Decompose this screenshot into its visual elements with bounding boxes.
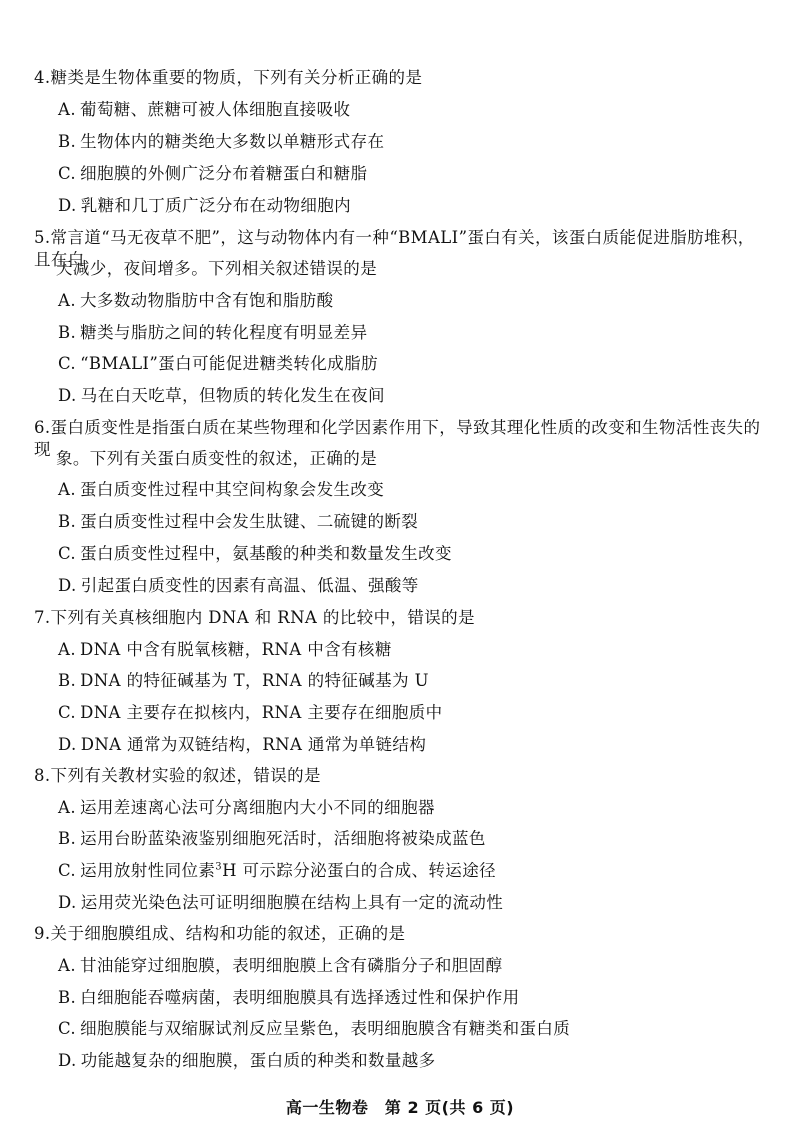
question-text: 下列有关真核细胞内 DNA 和 RNA 的比较中，错误的是 — [50, 608, 475, 627]
question-number: 9. — [34, 924, 51, 943]
question-number: 4. — [34, 68, 51, 87]
question-6-option-a — [58, 479, 768, 501]
option-letter: C. — [58, 164, 77, 183]
question-5-stem-line2 — [56, 258, 768, 280]
question-4-option-c — [58, 163, 768, 185]
question-number: 7. — [34, 608, 51, 627]
option-text: DNA 的特征碱基为 T，RNA 的特征碱基为 U — [80, 671, 429, 690]
question-text: 糖类是生物体重要的物质，下列有关分析正确的是 — [50, 68, 423, 87]
option-letter: D. — [58, 576, 77, 595]
question-text: 下列有关教材实验的叙述，错误的是 — [50, 766, 321, 785]
question-7-stem — [34, 607, 768, 629]
page-footer: 高一生物卷 第 2 页(共 6 页) — [285, 1098, 515, 1117]
option-letter: B. — [58, 512, 77, 531]
option-letter: A. — [58, 956, 76, 975]
option-text: 糖类与脂肪之间的转化程度有明显差异 — [80, 323, 368, 342]
option-text: 功能越复杂的细胞膜，蛋白质的种类和数量越多 — [80, 1051, 436, 1070]
option-text: 蛋白质变性过程中会发生肽键、二硫键的断裂 — [80, 512, 419, 531]
question-8-option-d — [58, 892, 768, 914]
option-text: 运用荧光染色法可证明细胞膜在结构上具有一定的流动性 — [80, 893, 504, 912]
question-text: 常言道“马无夜草不肥”，这与动物体内有一种“BMALI”蛋白有关，该蛋白质能促进脂肪堆积，且在白 — [34, 228, 755, 269]
option-text: “BMALI”蛋白可能促进糖类转化成脂肪 — [80, 354, 378, 373]
option-letter: C. — [58, 703, 77, 722]
question-number: 5. — [34, 228, 51, 247]
question-9-option-c — [58, 1018, 768, 1040]
question-text: 象。下列有关蛋白质变性的叙述，正确的是 — [56, 449, 378, 468]
option-text: 葡萄糖、蔗糖可被人体细胞直接吸收 — [79, 100, 351, 119]
option-letter: C. — [58, 354, 77, 373]
option-letter: D. — [58, 386, 77, 405]
option-letter: A. — [58, 480, 76, 499]
question-7-option-b — [58, 670, 768, 692]
question-7-option-c — [58, 702, 768, 724]
question-7-option-d — [58, 734, 768, 756]
option-text: 运用放射性同位素 — [80, 861, 216, 880]
option-text: 马在白天吃草，但物质的转化发生在夜间 — [80, 386, 385, 405]
option-text: DNA 通常为双链结构，RNA 通常为单链结构 — [80, 735, 427, 754]
option-text: DNA 主要存在拟核内，RNA 主要存在细胞质中 — [80, 703, 443, 722]
question-number: 6. — [34, 418, 51, 437]
question-8-option-a — [58, 797, 768, 819]
option-text: DNA 中含有脱氧核糖，RNA 中含有核糖 — [79, 640, 392, 659]
question-5-option-c — [58, 353, 768, 375]
option-letter: B. — [58, 988, 77, 1007]
option-letter: A. — [58, 640, 76, 659]
question-number: 8. — [34, 766, 51, 785]
question-5-option-a — [58, 290, 768, 312]
question-9-option-b — [58, 987, 768, 1009]
option-text: 运用差速离心法可分离细胞内大小不同的细胞器 — [79, 798, 435, 817]
question-7-option-a — [58, 639, 768, 661]
question-4-option-d — [58, 195, 768, 217]
question-text: 天减少，夜间增多。下列相关叙述错误的是 — [56, 259, 378, 278]
option-letter: D. — [58, 1051, 77, 1070]
question-6-stem-line2 — [56, 448, 768, 470]
question-4-stem — [34, 67, 768, 89]
option-letter: D. — [58, 893, 77, 912]
question-6-option-c — [58, 543, 768, 565]
option-text: 甘油能穿过细胞膜，表明细胞膜上含有磷脂分子和胆固醇 — [79, 956, 503, 975]
option-letter: A. — [58, 100, 76, 119]
option-text: 白细胞能吞噬病菌，表明细胞膜具有选择透过性和保护作用 — [80, 988, 520, 1007]
question-4-option-a — [58, 99, 768, 121]
option-letter: B. — [58, 671, 77, 690]
option-text: 细胞膜能与双缩脲试剂反应呈紫色，表明细胞膜含有糖类和蛋白质 — [80, 1019, 571, 1038]
question-6-option-b — [58, 511, 768, 533]
question-8-option-c — [58, 860, 768, 882]
option-text: 蛋白质变性过程中其空间构象会发生改变 — [79, 480, 385, 499]
option-text: 大多数动物脂肪中含有饱和脂肪酸 — [79, 291, 334, 310]
option-text: 蛋白质变性过程中，氨基酸的种类和数量发生改变 — [80, 544, 452, 563]
option-letter: C. — [58, 544, 77, 563]
question-8-option-b — [58, 828, 768, 850]
question-text: 关于细胞膜组成、结构和功能的叙述，正确的是 — [50, 924, 406, 943]
question-6-option-d — [58, 575, 768, 597]
option-letter: A. — [58, 291, 76, 310]
option-letter: B. — [58, 829, 77, 848]
option-letter: C. — [58, 1019, 77, 1038]
option-text: 生物体内的糖类绝大多数以单糖形式存在 — [80, 132, 385, 151]
question-4-option-b — [58, 131, 768, 153]
question-9-option-d — [58, 1050, 768, 1072]
option-letter: B. — [58, 132, 77, 151]
option-letter: D. — [58, 735, 77, 754]
question-8-stem — [34, 765, 768, 787]
option-letter: D. — [58, 196, 77, 215]
option-text: 乳糖和几丁质广泛分布在动物细胞内 — [80, 196, 352, 215]
option-text: 运用台盼蓝染液鉴别细胞死活时，活细胞将被染成蓝色 — [80, 829, 486, 848]
question-5-option-b — [58, 322, 768, 344]
isotope-superscript: 3 — [215, 861, 223, 873]
option-letter: B. — [58, 323, 77, 342]
question-text: 蛋白质变性是指蛋白质在某些物理和化学因素作用下，导致其理化性质的改变和生物活性丧失的现 — [34, 418, 761, 459]
question-9-option-a — [58, 955, 768, 977]
option-text: H 可示踪分泌蛋白的合成、转运途径 — [222, 861, 496, 880]
option-letter: A. — [58, 798, 76, 817]
question-9-stem — [34, 923, 768, 945]
option-text: 细胞膜的外侧广泛分布着糖蛋白和糖脂 — [80, 164, 368, 183]
option-letter: C. — [58, 861, 77, 880]
question-5-option-d — [58, 385, 768, 407]
option-text: 引起蛋白质变性的因素有高温、低温、强酸等 — [80, 576, 419, 595]
